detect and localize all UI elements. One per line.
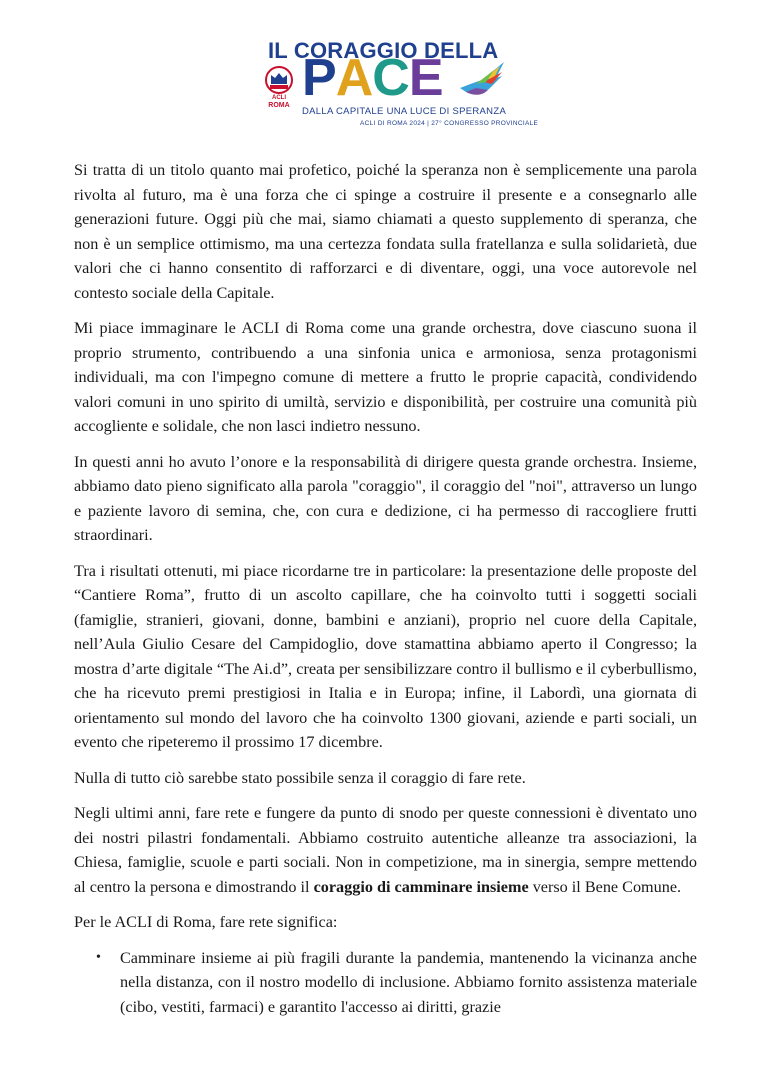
speech-body [74,158,697,1019]
pace-letter: P [302,49,336,107]
paragraph-text: Nulla di tutto ciò sarebbe stato possibile senza il coraggio di fare rete. [74,768,526,787]
badge-acli-text: ACLI [272,95,286,101]
badge-roma-text: ROMA [268,102,290,108]
body-paragraph [74,910,697,935]
rainbow-dove-icon [456,58,506,104]
body-paragraph [74,316,697,439]
bold-phrase: coraggio di camminare insieme [313,877,529,896]
bullet-list [74,946,697,1020]
body-paragraph [74,766,697,791]
congress-header [262,38,539,128]
pace-letter: C [372,49,409,107]
header-edition: ACLI DI ROMA 2024 | 27° CONGRESSO PROVINCIALE [360,120,539,127]
header-title-pace [302,49,443,107]
pace-letter: A [335,49,373,107]
paragraph-list [74,158,697,935]
body-paragraph [74,158,697,305]
header-title-top: IL CORAGGIO DELLA [268,38,499,63]
paragraph-text: Mi piace immaginare le ACLI di Roma come una grande orchestra, dove ciascuno suona il proprio strumento, contribuendo a una sinfonia unica e armoniosa, senza protagonismi individuali, ma con l'impegno comune di mettere a frutto le proprie capacità, condividendo valori comuni in uno spirito di umiltà, servizio e disponibilità, per costruire una comunità più accogliente e solidale, che non lasci indietro nessuno. [74,319,697,435]
paragraph-text: Si tratta di un titolo quanto mai profetico, poiché la speranza non è semplicemente una parola rivolta al futuro, ma è una forza che ci spinge a costruire il presente e a consegnarlo alle generazioni future. Oggi più che mai, siamo chiamati a questo supplemento di speranza, che non è un semplice ottimismo, ma una certezza fondata sulla fratellanza e sulla solidarietà, due valori che ci hanno consentito di rafforzarci e di diventare, oggi, una voce autorevole nel contesto sociale della Capitale. [74,161,697,302]
pace-letter: E [408,49,443,107]
paragraph-text: Negli ultimi anni, fare rete e fungere da punto di snodo per queste connessioni è diventato uno dei nostri pilastri fondamentali. Abbiamo costruito autentiche alleanze tra associazioni, la Chiesa, famiglie, scuole e parti sociali. Non in competizione, ma in sinergia, sempre mettendo al centro la persona e dimostrando il [74,804,697,896]
paragraph-text: Per le ACLI di Roma, fare rete significa: [74,913,338,931]
body-paragraph [74,559,697,755]
body-paragraph [74,450,697,548]
header-subtitle: DALLA CAPITALE UNA LUCE DI SPERANZA [302,106,507,117]
paragraph-text: Tra i risultati ottenuti, mi piace ricordarne tre in particolare: la presentazione delle proposte del “Cantiere Roma”, frutto di un ascolto capillare, che ha coinvolto tutti i soggetti sociali (famiglie, stranieri, giovani, donne, bambini e anziani), proprio nel cuore della Capitale, nell’Aula Giulio Cesare del Campidoglio, dove stamattina abbiamo aperto il Congresso; la mostra d’arte digitale “The Ai.d”, creata per sensibilizzare contro il bullismo e il cyberbullismo, che ha ricevuto premi prestigiosi in Italia e in Europa; infine, il Labordì, una giornata di orientamento sul mondo del lavoro che ha coinvolto 1300 giovani, aziende e parti sociali, un evento che ripeteremo il prossimo 17 dicembre. [74,561,697,751]
body-paragraph [74,801,697,899]
acli-roma-logo [262,66,296,108]
bullet-item: • Camminare insieme ai più fragili durante la pandemia, mantenendo la vicinanza anche nella distanza, con il nostro modello di inclusione. Abbiamo fornito assistenza materiale (cibo, vestiti, farmaci) e garantito l'accesso ai diritti, grazie [120,946,697,1020]
paragraph-text: In questi anni ho avuto l’onore e la responsabilità di dirigere questa grande orchestra. Insieme, abbiamo dato pieno significato alla parola "coraggio", il coraggio del "noi", attraverso un lungo e paziente lavoro di semina, che, con cura e dedizione, ci ha permesso di raccogliere frutti straordinari. [74,452,697,544]
paragraph-text: verso il Bene Comune. [528,877,682,896]
